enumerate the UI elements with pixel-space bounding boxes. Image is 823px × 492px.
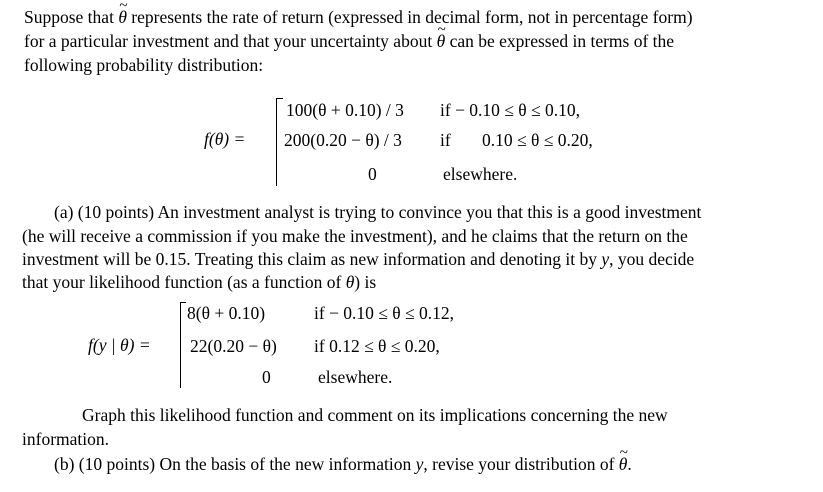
likelihood-case-1-cond: [314, 302, 454, 324]
prior-case-1-expr: [286, 99, 404, 121]
likelihood-case-2-expr: [190, 335, 277, 357]
likelihood-lhs-text: f(y | θ) =: [88, 335, 151, 355]
expr: 0: [262, 367, 271, 387]
prior-lhs: [204, 128, 245, 150]
prior-case-3-expr: [368, 163, 377, 185]
expr: 100(θ + 0.10) / 3: [286, 100, 404, 120]
likelihood-brace: [180, 302, 181, 388]
likelihood-case-2-cond: [314, 335, 440, 357]
expr: 22(0.20 − θ): [190, 336, 277, 356]
text: Suppose that: [24, 7, 119, 27]
graph-instruction-line-2: [22, 428, 109, 450]
expr: 200(0.20 − θ) / 3: [284, 130, 402, 150]
intro-line-1: [24, 6, 693, 28]
theta-tilde-symbol: ~ θ: [619, 453, 628, 475]
text: can be expressed in terms of the: [445, 31, 675, 51]
prior-case-2-if: [440, 129, 451, 151]
graph-instruction-line-1: [82, 404, 668, 426]
text: represents the rate of return (expressed in decimal form, not in percentage form): [126, 7, 693, 27]
cond: elsewhere.: [318, 367, 393, 387]
text: following probability distribution:: [24, 55, 264, 75]
part-b-line: [54, 453, 632, 475]
prior-case-2-cond: [482, 129, 593, 151]
prior-brace: [276, 98, 277, 186]
theta-tilde-symbol: ~ θ: [437, 30, 446, 52]
prior-brace-top: [276, 98, 283, 99]
likelihood-brace-top: [180, 302, 186, 303]
likelihood-case-3-cond: [318, 366, 392, 388]
likelihood-case-1-expr: [187, 302, 265, 324]
expr: 0: [368, 164, 377, 184]
text: (he will receive a commission if you make the investment), and he claims that the return on the: [22, 226, 688, 246]
part-a-line-4: [22, 271, 376, 293]
cond: if 0.12 ≤ θ ≤ 0.20,: [314, 336, 440, 356]
text: (b) (10 points) On the basis of the new information: [54, 454, 416, 474]
part-a-line-2: [22, 225, 688, 247]
part-a-line-3: [22, 248, 694, 270]
y-symbol: y: [415, 454, 424, 474]
text: for a particular investment and that your uncertainty about: [24, 31, 437, 51]
cond-if: if: [440, 130, 451, 150]
text: .: [627, 454, 632, 474]
text: investment will be 0.15. Treating this claim as new information and denoting it by: [22, 249, 602, 269]
prior-lhs-text: f(θ) =: [204, 129, 246, 149]
prior-case-1-cond: [440, 99, 580, 121]
text: that your likelihood function (as a function of: [22, 272, 346, 292]
cond: if − 0.10 ≤ θ ≤ 0.10,: [440, 100, 581, 120]
cond: if − 0.10 ≤ θ ≤ 0.12,: [314, 303, 455, 323]
part-a-line-1: [54, 201, 701, 223]
intro-line-3: [24, 54, 263, 76]
text: ) is: [354, 272, 377, 292]
theta-symbol: θ: [345, 272, 355, 292]
theta-tilde-symbol: ~ θ: [118, 6, 127, 28]
y-symbol: y: [601, 249, 610, 269]
text: , you decide: [609, 249, 695, 269]
text: information.: [22, 429, 109, 449]
text: , revise your distribution of: [423, 454, 619, 474]
cond: elsewhere.: [443, 164, 518, 184]
likelihood-lhs: [88, 334, 151, 356]
text: (a) (10 points) An investment analyst is trying to convince you that this is a good investment: [54, 202, 702, 222]
expr: 8(θ + 0.10): [187, 303, 266, 323]
prior-case-3-cond: [443, 163, 517, 185]
cond: 0.10 ≤ θ ≤ 0.20,: [482, 130, 593, 150]
likelihood-case-3-expr: [262, 366, 271, 388]
text: Graph this likelihood function and comment on its implications concerning the new: [82, 405, 668, 425]
intro-line-2: [24, 30, 674, 52]
prior-case-2-expr: [284, 129, 402, 151]
